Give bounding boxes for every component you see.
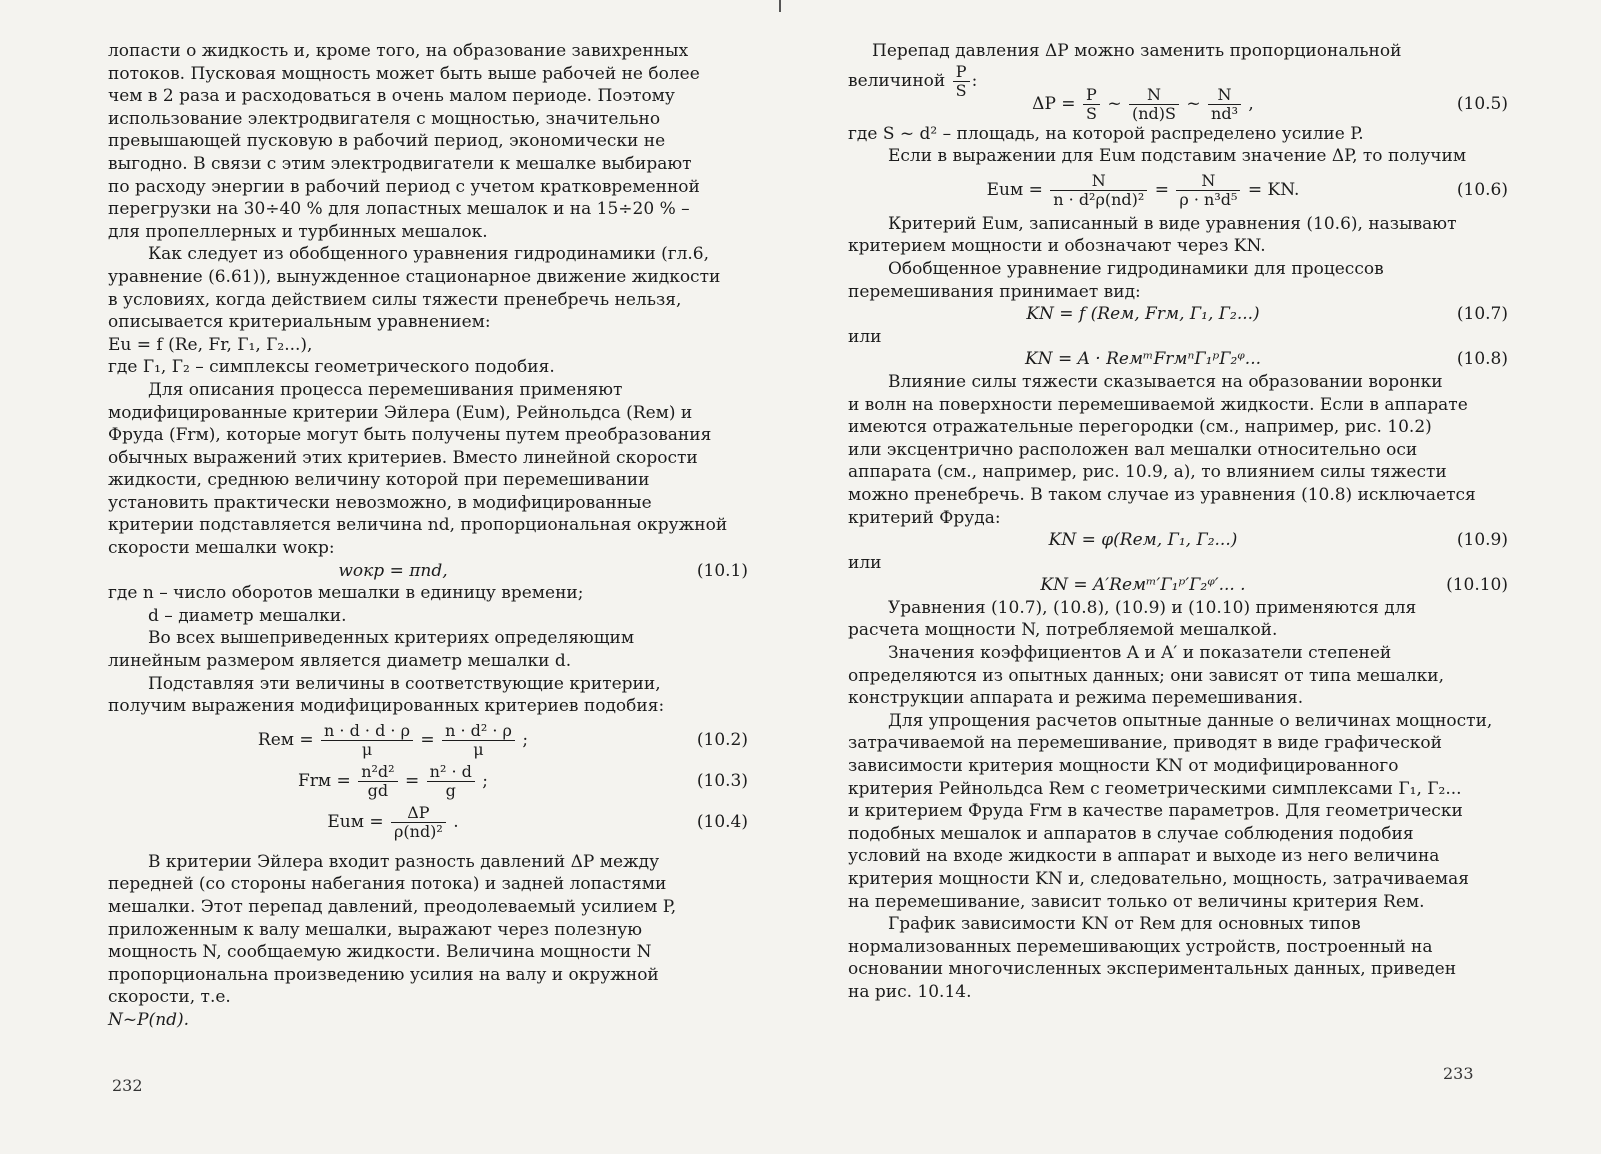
paragraph-r7 <box>848 642 1508 710</box>
text-line: скорости мешалки wокр: <box>108 538 335 559</box>
paragraph-r9 <box>848 913 1508 1003</box>
equation-10-9 <box>848 529 1508 552</box>
equals-sign: = <box>404 770 420 791</box>
equals-sign: = <box>1154 179 1169 200</box>
text-line: и волн на поверхности перемешиваемой жидкости. Если в аппарате <box>848 394 1468 415</box>
equation-number: (10.3) <box>696 771 748 792</box>
equation-lhs: ΔP = <box>1032 93 1076 114</box>
paragraph-5 <box>108 673 748 718</box>
text-line: установить практически невозможно, в модифицированные <box>108 492 652 513</box>
paragraph-4 <box>108 627 748 672</box>
text-line: можно пренебречь. В таком случае из уравнения (10.8) исключается <box>848 484 1476 505</box>
text-line: Влияние силы тяжести сказывается на образовании воронки <box>888 371 1443 392</box>
text-line: критерия мощности KN и, следовательно, мощность, затрачиваемая <box>848 869 1469 889</box>
text-line: в условиях, когда действием силы тяжести пренебречь нельзя, <box>108 289 682 310</box>
equation-number: (10.1) <box>696 560 748 581</box>
text-line: нормализованных перемешивающих устройств, построенный на <box>848 936 1433 957</box>
fraction <box>1083 86 1100 123</box>
text-line: критерием мощности и обозначают через KN. <box>848 236 1266 257</box>
numerator: n · d · d · ρ <box>321 722 413 741</box>
text-line: лопасти о жидкость и, кроме того, на образование завихренных <box>108 41 689 61</box>
fraction <box>1208 86 1241 123</box>
proportional-sign: ~ <box>1107 93 1122 114</box>
paragraph-r6 <box>848 597 1508 642</box>
text-line: обычных выражений этих критериев. Вместо линейной скорости <box>108 447 698 468</box>
equation-lhs: Frм = <box>298 770 351 791</box>
denominator: S <box>955 80 967 100</box>
equation-lhs: Reм = <box>257 729 314 750</box>
equation-number: (10.8) <box>1456 349 1508 370</box>
fraction <box>321 722 413 759</box>
equation-tail: = KN. <box>1247 179 1300 200</box>
binding-mark <box>779 0 781 12</box>
text-line: Уравнения (10.7), (10.8), (10.9) и (10.10) применяются для <box>888 597 1417 618</box>
equation-number: (10.9) <box>1456 530 1508 551</box>
equation-body: KN = f (Reм, Frм, Г₁, Г₂...) <box>1026 304 1260 325</box>
text-line: конструкции аппарата и режима перемешивания. <box>848 688 1304 709</box>
text-line: перегрузки на 30÷40 % для лопастных мешалок и на 15÷20 % – <box>108 199 690 220</box>
text-line: превышающей пусковую в рабочий период, экономически не <box>108 131 666 152</box>
equation-number: (10.2) <box>696 730 748 751</box>
text-line: или эксцентрично расположен вал мешалки относительно оси <box>848 439 1418 460</box>
s-definition: где S ~ d² – площадь, на которой распределено усилие P. <box>848 123 1364 144</box>
equation-10-8 <box>848 348 1508 371</box>
text-line: получим выражения модифицированных критериев подобия: <box>108 696 665 717</box>
paragraph-6 <box>108 851 748 1009</box>
text-line: имеются отражательные перегородки (см., например, рис. 10.2) <box>848 417 1432 438</box>
text-line: потоков. Пусковая мощность может быть выше рабочей не более <box>108 63 700 84</box>
paragraph-r8 <box>848 710 1508 913</box>
text-line: критерия Рейнольдса Reм с геометрическими симплексами Г₁, Г₂... <box>848 778 1462 799</box>
text-line: Обобщенное уравнение гидродинамики для процессов <box>888 258 1384 279</box>
text-line: условий на входе жидкости в аппарат и выходе из него величина <box>848 846 1440 867</box>
text-line: модифицированные критерии Эйлера (Euм), Рейнольдса (Reм) и <box>108 402 693 423</box>
equation-tail: ; <box>482 770 488 791</box>
equation-lhs: Euм = <box>986 179 1043 200</box>
numerator: N <box>1176 172 1240 191</box>
text-line: и критерием Фруда Frм в качестве параметров. Для геометрически <box>848 801 1463 822</box>
numerator: n²d² <box>358 763 397 782</box>
text-line: Подставляя эти величины в соответствующие критерии, <box>148 673 661 694</box>
text-line: определяются из опытных данных; они зависят от типа мешалки, <box>848 665 1444 686</box>
numerator: P <box>953 63 970 82</box>
text-line: Критерий Euм, записанный в виде уравнения (10.6), называют <box>888 213 1457 234</box>
fraction <box>427 763 475 800</box>
text-line: Во всех вышеприведенных критериях определяющим <box>148 628 635 649</box>
fraction <box>442 722 515 759</box>
denominator: gd <box>367 780 389 800</box>
equals-sign: = <box>420 729 435 750</box>
paragraph-2 <box>108 243 748 333</box>
equation-number: (10.10) <box>1446 575 1508 596</box>
text-line: величиной <box>848 70 946 91</box>
denominator: ρ · n³d⁵ <box>1179 189 1238 209</box>
numerator: P <box>1083 86 1100 105</box>
text-line: жидкости, среднюю величину которой при перемешивании <box>108 470 650 491</box>
equation-tail: , <box>1248 93 1254 114</box>
denominator: μ <box>361 739 373 759</box>
equation-10-6 <box>848 172 1508 209</box>
equation-body: KN = φ(Reм, Г₁, Г₂...) <box>1048 530 1238 551</box>
text-line: зависимости критерия мощности KN от модифицированного <box>848 756 1399 777</box>
numerator: N <box>1050 172 1147 191</box>
text-line: передней (со стороны набегания потока) и задней лопастями <box>108 874 667 895</box>
text-line: мощность N, сообщаемую жидкости. Величина мощности N <box>108 942 652 963</box>
equation-10-10 <box>848 574 1508 597</box>
text-line: линейным размером является диаметр мешалки d. <box>108 651 572 672</box>
equation-number: (10.5) <box>1456 93 1508 114</box>
equation-number: (10.6) <box>1456 179 1508 200</box>
text-line: перемешивания принимает вид: <box>848 281 1141 302</box>
fraction <box>1050 172 1147 209</box>
denominator: μ <box>473 739 484 759</box>
denominator: g <box>445 780 456 800</box>
numerator: n · d² · ρ <box>442 722 515 741</box>
text-line: расчета мощности N, потребляемой мешалкой. <box>848 620 1278 641</box>
text-line: Как следует из обобщенного уравнения гидродинамики (гл.6, <box>148 244 710 265</box>
text-line: Значения коэффициентов A и A′ и показатели степеней <box>888 643 1392 664</box>
right-page <box>848 40 1508 1004</box>
numerator: N <box>1129 86 1179 105</box>
paragraph-r1: Перепад давления ΔP можно заменить пропорциональной <box>872 41 1402 61</box>
text-line: затрачиваемой на перемешивание, приводят в виде графической <box>848 733 1442 754</box>
or-word: или <box>848 326 882 347</box>
denominator: ρ(nd)² <box>393 821 443 841</box>
paragraph-r4 <box>848 258 1508 303</box>
fraction <box>1176 172 1240 209</box>
denominator: S <box>1085 103 1097 123</box>
text-line: чем в 2 раза и расходоваться в очень малом периоде. Поэтому <box>108 86 675 107</box>
equation-10-7 <box>848 303 1508 326</box>
equation-10-3 <box>108 763 748 800</box>
text-line: использование электродвигателя с мощностью, значительно <box>108 108 661 129</box>
gamma-definition: где Г₁, Г₂ – симплексы геометрического подобия. <box>108 357 555 378</box>
left-page <box>108 40 748 1032</box>
text-line: уравнение (6.61)), вынужденное стационарное движение жидкости <box>108 266 721 287</box>
d-definition: d – диаметр мешалки. <box>148 605 347 626</box>
paragraph-1 <box>108 40 748 243</box>
text-line: График зависимости KN от Reм для основных типов <box>888 914 1361 935</box>
text-line: Для упрощения расчетов опытные данные о величинах мощности, <box>888 710 1493 731</box>
text-line: на перемешивание, зависит только от величины критерия Reм. <box>848 891 1425 912</box>
text-line: основании многочисленных экспериментальных данных, приведен <box>848 959 1457 980</box>
text-line: критерии подставляется величина nd, пропорциональная окружной <box>108 515 728 536</box>
page-number-right: 233 <box>1443 1064 1474 1083</box>
equation-lhs: Euм = <box>327 811 384 832</box>
equation-10-5 <box>848 86 1508 123</box>
text-line: Для описания процесса перемешивания применяют <box>148 379 623 400</box>
equation-number: (10.4) <box>696 812 748 833</box>
text-line: мешалки. Этот перепад давлений, преодолеваемый усилием P, <box>108 897 677 917</box>
text-line: подобных мешалок и аппаратов в случае соблюдения подобия <box>848 823 1414 844</box>
text-line: на рис. 10.14. <box>848 981 972 1002</box>
equation-body: N~P(nd). <box>108 1009 190 1030</box>
fraction <box>391 804 446 841</box>
n-definition: где n – число оборотов мешалки в единицу времени; <box>108 583 584 604</box>
text-line: приложенным к валу мешалки, выражают через полезную <box>108 919 643 940</box>
equation-body: KN = A′Reмᵐ′Г₁ᵖ′Г₂ᵠ′... . <box>1040 575 1246 596</box>
text-line: описывается критериальным уравнением: <box>108 312 491 333</box>
text-line: пропорциональна произведению усилия на валу и окружной <box>108 964 659 985</box>
equation-eu: Eu = f (Re, Fr, Г₁, Г₂...), <box>108 334 313 355</box>
denominator: n · d²ρ(nd)² <box>1053 189 1145 209</box>
equation-tail: . <box>453 811 459 832</box>
denominator: (nd)S <box>1131 103 1176 123</box>
equation-10-1 <box>108 560 748 583</box>
fraction <box>358 763 397 800</box>
numerator: ΔP <box>391 804 446 823</box>
text-line: скорости, т.е. <box>108 987 231 1008</box>
paragraph-r5 <box>848 371 1508 529</box>
page-number-left: 232 <box>112 1076 143 1095</box>
denominator: nd³ <box>1211 103 1239 123</box>
text-line: выгодно. В связи с этим электродвигатели к мешалке выбирают <box>108 153 692 174</box>
equation-body: wокр = πnd, <box>338 560 448 581</box>
text-line: критерий Фруда: <box>848 507 1001 528</box>
paragraph-3 <box>108 379 748 560</box>
equation-tail: ; <box>522 729 529 750</box>
paragraph-r3 <box>848 213 1508 258</box>
numerator: N <box>1208 86 1241 105</box>
or-word: или <box>848 552 882 573</box>
punctuation: : <box>971 70 978 91</box>
equation-n-p <box>108 1009 748 1032</box>
text-line: В критерии Эйлера входит разность давлений ΔP между <box>148 851 660 872</box>
text-line: для пропеллерных и турбинных мешалок. <box>108 221 488 242</box>
equation-number: (10.7) <box>1456 304 1508 325</box>
text-line: Фруда (Frм), которые могут быть получены путем преобразования <box>108 425 712 446</box>
proportional-sign: ~ <box>1186 93 1201 114</box>
paragraph-r2: Если в выражении для Euм подставим значение ΔP, то получим <box>888 146 1467 167</box>
numerator: n² · d <box>427 763 475 782</box>
text-line: по расходу энергии в рабочий период с учетом кратковременной <box>108 176 700 197</box>
fraction <box>1129 86 1179 123</box>
equation-10-2 <box>108 722 748 759</box>
text-line: аппарата (см., например, рис. 10.9, а), то влиянием силы тяжести <box>848 462 1447 483</box>
equation-body: KN = A · ReмᵐFrмⁿГ₁ᵖГ₂ᵠ... <box>1024 349 1262 370</box>
equation-10-4 <box>108 804 748 841</box>
